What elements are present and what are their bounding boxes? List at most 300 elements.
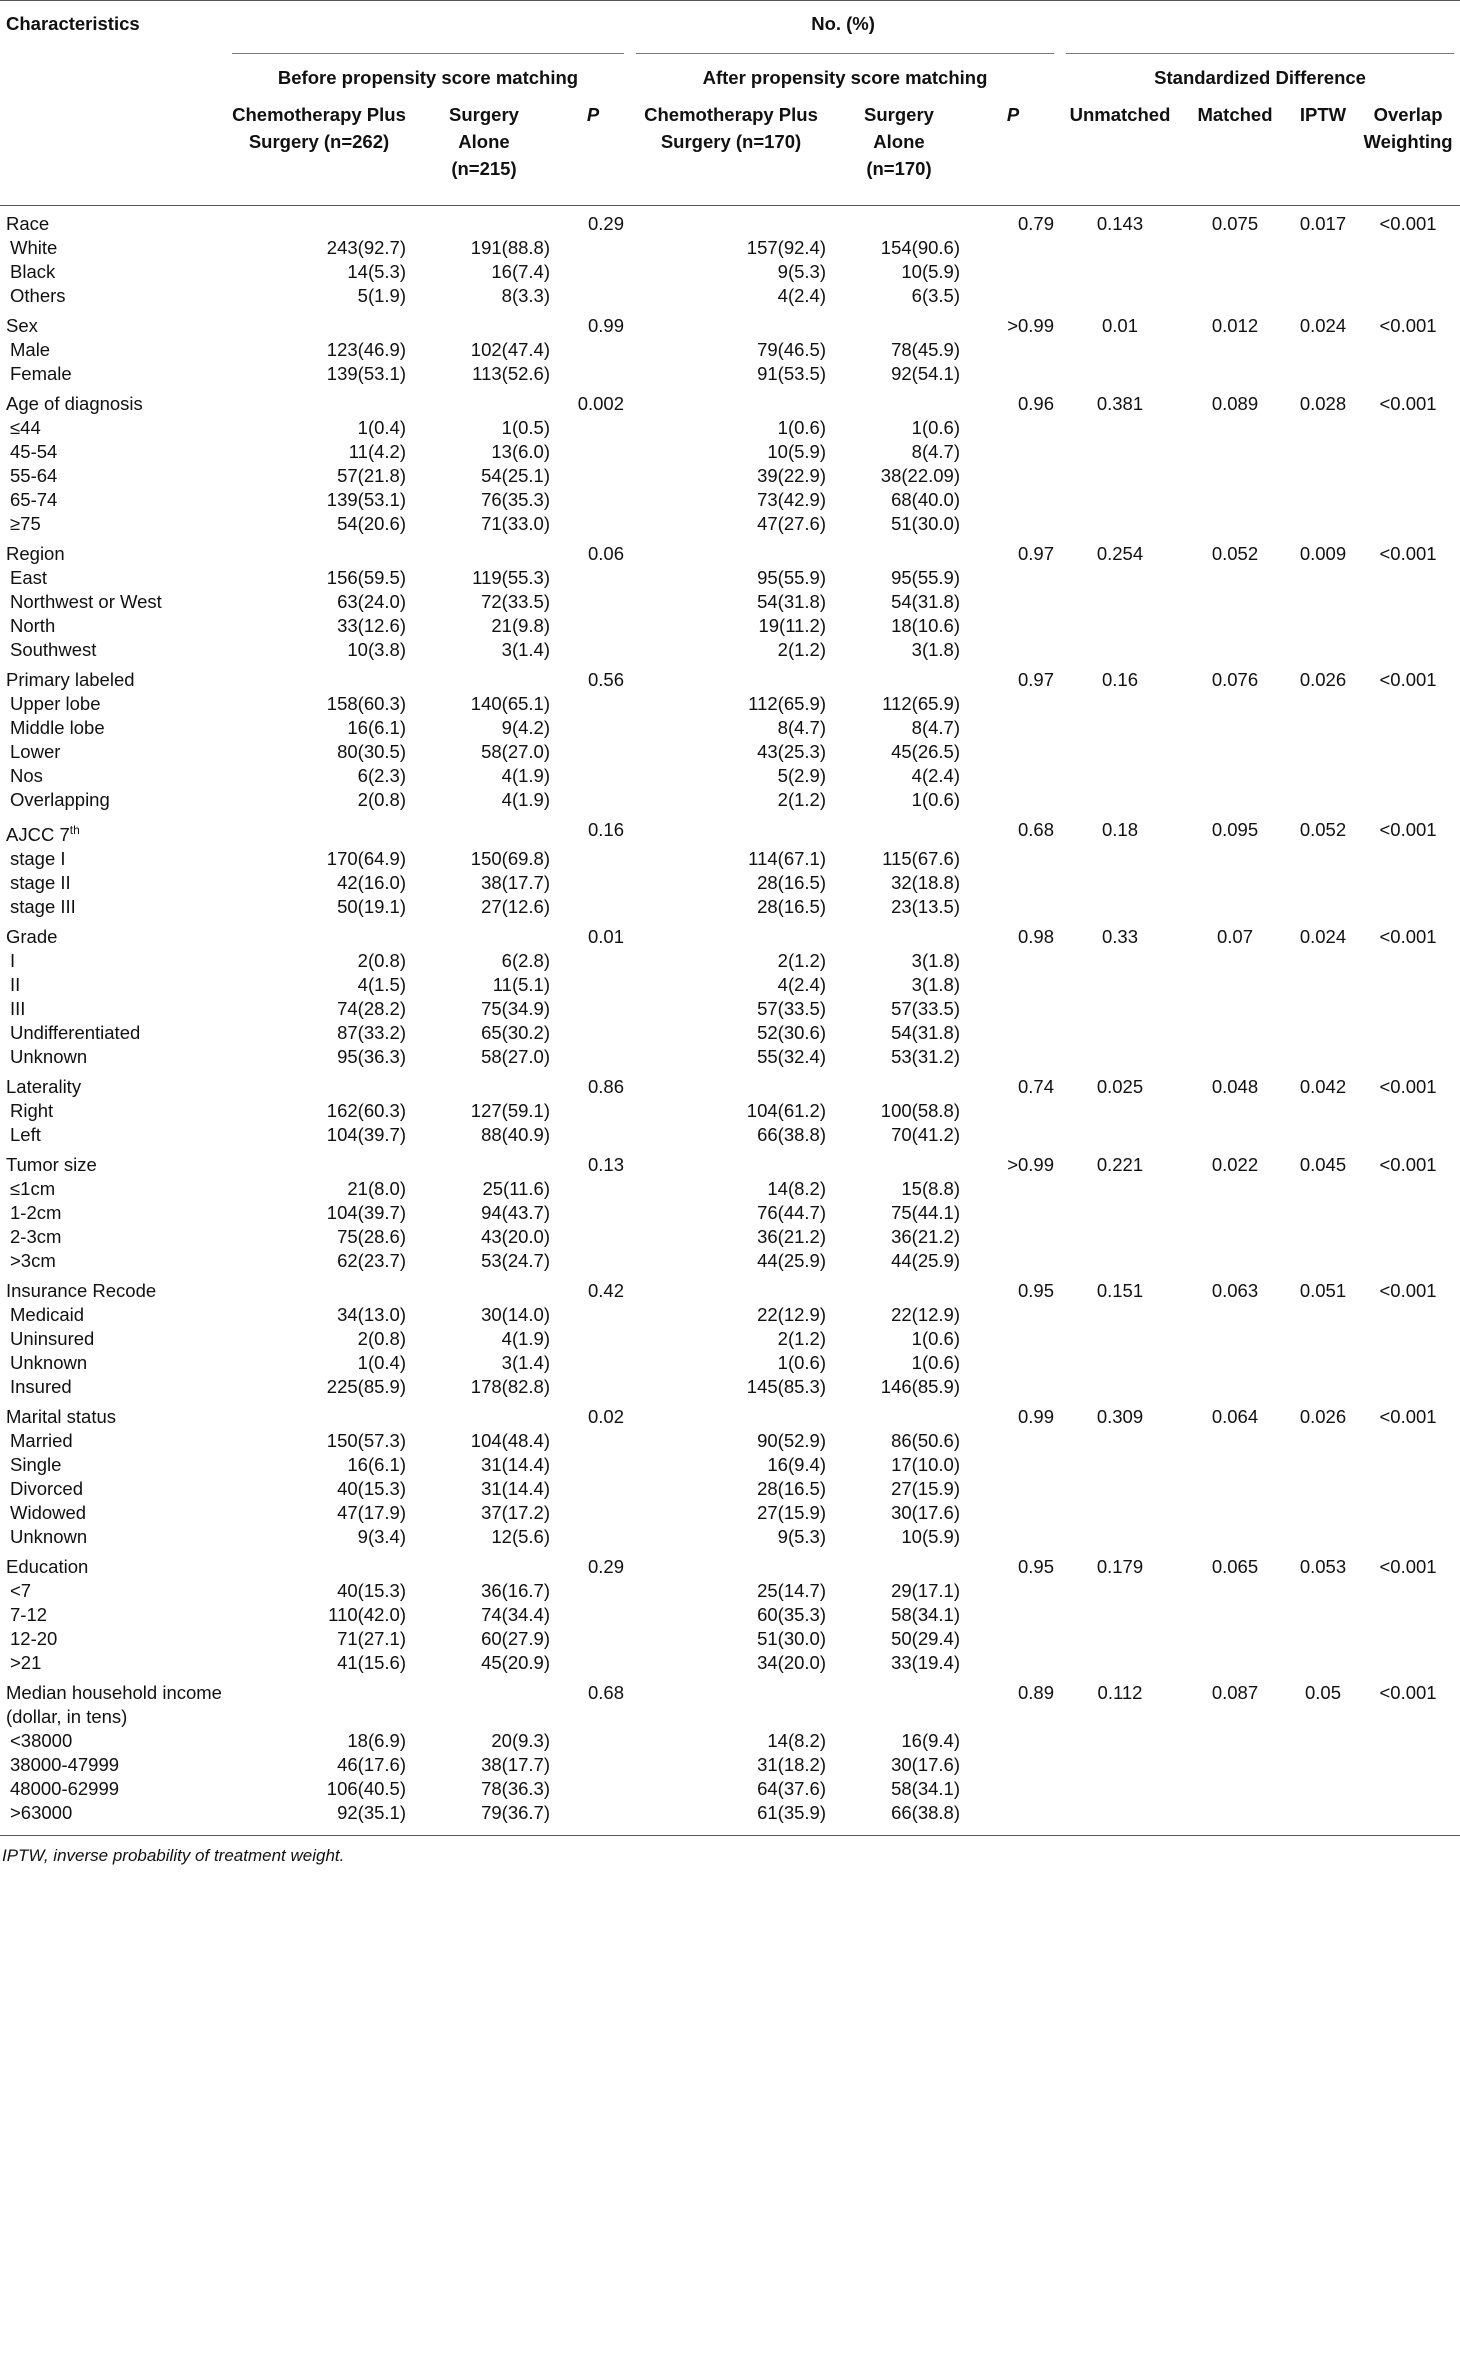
cell-matched [1180,1651,1290,1675]
cell-p-after [966,362,1060,386]
subcategory-label: Southwest [10,639,97,660]
col-surgery-after: Surgery Alone (n=170) [832,95,966,206]
cell-overlap [1356,1327,1460,1351]
cell-p-after [966,1201,1060,1225]
cell-chemo-after: 27(15.9) [757,1502,826,1524]
subcategory-label: Black [10,261,56,282]
cell-surgery-before: 45(20.9) [481,1652,550,1674]
cell-chemo-before: 71(27.1) [337,1628,406,1650]
col-overlap: Overlap Weighting [1356,95,1460,206]
cell-chemo-before: 87(33.2) [337,1022,406,1044]
table-row [0,1045,1460,1069]
cell-p-before [556,440,630,464]
category-label: Laterality [6,1076,82,1098]
cell-overlap [1356,1777,1460,1801]
cell-p-before: 0.56 [587,669,624,690]
cell-p-before [556,1579,630,1603]
cell-surgery-after: 27(15.9) [891,1478,960,1500]
cell-overlap [1356,1453,1460,1477]
subcategory-label: North [10,615,56,636]
cell-iptw [1290,1327,1356,1351]
cell-surgery-after [832,812,966,847]
cell-surgery-after [832,1273,966,1303]
cell-surgery-after: 3(1.8) [911,950,960,972]
cell-surgery-after: 8(4.7) [911,717,960,738]
cell-overlap [1356,1021,1460,1045]
cell-unmatched [1060,1579,1180,1603]
table-row [0,1777,1460,1801]
cell-overlap [1356,847,1460,871]
cell-chemo-before: 54(20.6) [337,513,406,534]
cell-surgery-before [412,919,556,949]
cell-surgery-before: 38(17.7) [481,1754,550,1776]
cell-chemo-before: 46(17.6) [337,1754,406,1776]
cell-matched: 0.012 [1211,315,1259,336]
subcategory-label: Undifferentiated [10,1022,141,1044]
cell-matched: 0.063 [1211,1280,1259,1302]
cell-surgery-after: 4(2.4) [911,765,960,786]
cell-surgery-before: 140(65.1) [470,693,550,714]
cell-p-before [556,847,630,871]
cell-chemo-before [226,662,412,692]
header-standardized-difference: Standardized Difference [1060,47,1460,95]
subcategory-label: Unknown [10,1046,88,1068]
table-body [0,206,1460,1836]
cell-surgery-before [412,536,556,566]
category-label: Education [6,1556,89,1578]
cell-chemo-after: 52(30.6) [757,1022,826,1044]
cell-unmatched [1060,1777,1180,1801]
cell-p-after: 0.95 [1017,1556,1054,1578]
cell-chemo-after [630,1399,832,1429]
cell-chemo-after [630,1549,832,1579]
cell-unmatched [1060,1327,1180,1351]
category-row [0,1069,1460,1099]
cell-chemo-before: 33(12.6) [337,615,406,636]
header-characteristics: Characteristics [0,1,226,48]
cell-surgery-before: 1(0.5) [501,417,550,438]
cell-overlap [1356,1801,1460,1836]
cell-overlap [1356,1525,1460,1549]
table-row [0,788,1460,812]
cell-p-after [966,847,1060,871]
cell-chemo-before: 170(64.9) [326,848,406,870]
category-label: Race [6,213,50,234]
table-row [0,1477,1460,1501]
col-unmatched: Unmatched [1060,95,1180,206]
subcategory-label: White [10,237,58,258]
cell-chemo-before: 4(1.5) [357,974,406,996]
col-surgery-before: Surgery Alone (n=215) [412,95,556,206]
cell-unmatched [1060,788,1180,812]
cell-iptw: 0.024 [1299,315,1347,336]
cell-overlap [1356,260,1460,284]
cell-p-after [966,464,1060,488]
cell-chemo-after: 14(8.2) [767,1730,826,1752]
cell-p-before [556,1453,630,1477]
cell-unmatched [1060,512,1180,536]
cell-iptw: 0.024 [1299,926,1347,948]
subcategory-label: Middle lobe [10,717,105,738]
cell-overlap: <0.001 [1379,926,1437,948]
cell-chemo-after [630,662,832,692]
table-row [0,1627,1460,1651]
cell-p-after [966,949,1060,973]
cell-chemo-after: 57(33.5) [757,998,826,1020]
cell-matched [1180,488,1290,512]
cell-surgery-before: 6(2.8) [501,950,550,972]
cell-p-before [556,1045,630,1069]
cell-iptw [1290,1201,1356,1225]
cell-overlap [1356,614,1460,638]
category-row [0,1399,1460,1429]
cell-surgery-after [832,1147,966,1177]
cell-surgery-before: 4(1.9) [501,765,550,786]
category-label-text: AJCC 7 [6,824,70,846]
cell-p-after [966,1375,1060,1399]
cell-unmatched [1060,1375,1180,1399]
cell-surgery-before: 3(1.4) [501,639,550,660]
cell-p-after: 0.96 [1017,393,1054,414]
cell-matched [1180,638,1290,662]
table-row [0,440,1460,464]
cell-surgery-before: 113(52.6) [472,363,550,384]
cell-chemo-before: 16(6.1) [347,717,406,738]
cell-chemo-before: 95(36.3) [337,1046,406,1068]
category-label: Age of diagnosis [6,393,143,414]
cell-p-before [556,764,630,788]
cell-p-before [556,260,630,284]
cell-iptw [1290,1777,1356,1801]
subcategory-label: <7 [10,1580,32,1602]
cell-overlap [1356,1501,1460,1525]
subcategory-label: Others [10,285,66,306]
cell-overlap [1356,440,1460,464]
cell-surgery-before [412,1147,556,1177]
cell-p-after [966,997,1060,1021]
table-row [0,236,1460,260]
cell-overlap: <0.001 [1379,393,1437,414]
cell-overlap [1356,740,1460,764]
cell-surgery-after: 86(50.6) [891,1430,960,1452]
header-no-pct: No. (%) [226,1,1460,48]
subcategory-label: III [10,998,26,1020]
cell-chemo-before: 2(0.8) [357,789,406,810]
cell-surgery-before: 43(20.0) [481,1226,550,1248]
cell-chemo-before [226,1069,412,1099]
cell-chemo-after [630,1147,832,1177]
cell-p-after: 0.99 [1017,1406,1054,1428]
cell-iptw: 0.053 [1299,1556,1347,1578]
cell-p-after [966,1429,1060,1453]
cell-p-after [966,1603,1060,1627]
cell-chemo-before: 5(1.9) [357,285,406,306]
cell-iptw [1290,1579,1356,1603]
cell-matched [1180,1045,1290,1069]
cell-iptw: 0.026 [1299,669,1347,690]
cell-iptw [1290,614,1356,638]
cell-surgery-before [412,1675,556,1729]
cell-matched [1180,1351,1290,1375]
cell-unmatched: 0.221 [1096,1154,1144,1176]
cell-matched [1180,440,1290,464]
category-label: Tumor size [6,1154,97,1176]
cell-chemo-before [226,1273,412,1303]
cell-chemo-after: 1(0.6) [777,417,826,438]
cell-iptw [1290,716,1356,740]
cell-surgery-before: 12(5.6) [491,1526,550,1548]
cell-p-after [966,1651,1060,1675]
cell-overlap [1356,512,1460,536]
cell-surgery-before: 72(33.5) [481,591,550,612]
cell-p-before [556,236,630,260]
cell-iptw [1290,416,1356,440]
cell-chemo-after: 145(85.3) [746,1376,826,1398]
cell-matched [1180,1729,1290,1753]
cell-iptw [1290,488,1356,512]
subcategory-label: 65-74 [10,489,58,510]
category-label: Sex [6,315,38,336]
cell-overlap: <0.001 [1379,1280,1437,1302]
cell-surgery-before: 36(16.7) [481,1580,550,1602]
table-row [0,1603,1460,1627]
col-p-before: P [556,95,630,206]
table-row [0,362,1460,386]
cell-chemo-before: 57(21.8) [337,465,406,486]
cell-surgery-after: 100(58.8) [880,1100,960,1122]
cell-p-before [556,1603,630,1627]
cell-iptw [1290,440,1356,464]
cell-chemo-after: 79(46.5) [757,339,826,360]
cell-matched [1180,871,1290,895]
cell-chemo-before: 80(30.5) [337,741,406,762]
cell-iptw [1290,464,1356,488]
cell-p-before [556,416,630,440]
cell-surgery-after: 10(5.9) [901,261,960,282]
table-row [0,847,1460,871]
cell-surgery-after: 17(10.0) [891,1454,960,1476]
cell-p-after [966,1249,1060,1273]
subcategory-label: Upper lobe [10,693,101,714]
cell-unmatched [1060,1123,1180,1147]
cell-iptw [1290,1429,1356,1453]
cell-chemo-after: 10(5.9) [767,441,826,462]
table-row [0,740,1460,764]
cell-unmatched [1060,1177,1180,1201]
subcategory-label: II [10,974,21,996]
cell-matched [1180,1429,1290,1453]
cell-chemo-before: 62(23.7) [337,1250,406,1272]
cell-unmatched [1060,1453,1180,1477]
cell-surgery-before: 191(88.8) [470,237,550,258]
cell-unmatched [1060,1201,1180,1225]
table-row [0,1729,1460,1753]
cell-unmatched: 0.254 [1096,543,1144,564]
cell-overlap [1356,1429,1460,1453]
cell-p-before [556,1753,630,1777]
cell-surgery-after: 38(22.09) [880,465,960,486]
cell-overlap [1356,416,1460,440]
cell-p-before [556,1123,630,1147]
cell-chemo-before: 75(28.6) [337,1226,406,1248]
table-row [0,512,1460,536]
cell-surgery-before: 54(25.1) [481,465,550,486]
cell-p-after [966,590,1060,614]
cell-iptw [1290,740,1356,764]
cell-overlap [1356,1225,1460,1249]
table-row [0,338,1460,362]
cell-surgery-after: 22(12.9) [891,1304,960,1326]
cell-chemo-after: 43(25.3) [757,741,826,762]
subcategory-label: 45-54 [10,441,58,462]
cell-iptw [1290,590,1356,614]
cell-p-after [966,1123,1060,1147]
cell-overlap: <0.001 [1379,1556,1437,1578]
cell-surgery-after [832,919,966,949]
table-row [0,638,1460,662]
category-row [0,1273,1460,1303]
cell-matched [1180,1177,1290,1201]
cell-unmatched [1060,716,1180,740]
cell-overlap [1356,1045,1460,1069]
table-row [0,416,1460,440]
cell-p-before [556,1801,630,1836]
cell-p-after [966,740,1060,764]
cell-unmatched [1060,1021,1180,1045]
cell-surgery-after: 1(0.6) [911,1328,960,1350]
cell-chemo-before: 123(46.9) [326,339,406,360]
cell-iptw [1290,1123,1356,1147]
cell-chemo-after: 44(25.9) [757,1250,826,1272]
cell-overlap [1356,1651,1460,1675]
cell-chemo-after: 54(31.8) [757,591,826,612]
cell-p-after [966,1303,1060,1327]
cell-unmatched: 0.381 [1096,393,1144,414]
table-header [0,1,1460,206]
cell-surgery-after: 95(55.9) [891,567,960,588]
cell-chemo-before: 156(59.5) [326,567,406,588]
cell-unmatched [1060,464,1180,488]
cell-chemo-after [630,1273,832,1303]
cell-p-before [556,1627,630,1651]
cell-surgery-before: 13(6.0) [491,441,550,462]
cell-overlap [1356,1753,1460,1777]
cell-matched [1180,512,1290,536]
cell-p-after [966,1099,1060,1123]
subcategory-label: >63000 [0,1801,226,1836]
cell-p-after: >0.99 [1007,315,1054,336]
cell-matched [1180,1525,1290,1549]
cell-p-before [556,716,630,740]
cell-iptw [1290,284,1356,308]
cell-chemo-before [226,812,412,847]
cell-surgery-after [832,206,966,237]
cell-surgery-before: 27(12.6) [481,896,550,918]
cell-overlap [1356,895,1460,919]
cell-overlap: <0.001 [1379,543,1437,564]
cell-surgery-before [412,1399,556,1429]
cell-overlap [1356,1603,1460,1627]
cell-overlap [1356,871,1460,895]
table-row [0,1177,1460,1201]
cell-chemo-before: 110(42.0) [328,1604,406,1626]
cell-surgery-before: 60(27.9) [481,1628,550,1650]
cell-p-before [556,1021,630,1045]
cell-surgery-after: 6(3.5) [911,285,960,306]
cell-p-before [556,871,630,895]
table-row [0,1225,1460,1249]
cell-surgery-before: 21(9.8) [491,615,550,636]
cell-p-before [556,1201,630,1225]
cell-surgery-after [832,536,966,566]
cell-surgery-after: 1(0.6) [911,789,960,810]
cell-p-before [556,1429,630,1453]
label-superscript: th [69,823,80,837]
cell-chemo-after: 4(2.4) [777,974,826,996]
cell-chemo-before: 41(15.6) [337,1652,406,1674]
cell-chemo-after: 47(27.6) [757,513,826,534]
category-row [0,308,1460,338]
cell-chemo-before: 14(5.3) [347,261,406,282]
header-after-matching: After propensity score matching [630,47,1060,95]
cell-overlap [1356,236,1460,260]
cell-matched [1180,740,1290,764]
cell-chemo-after: 28(16.5) [757,1478,826,1500]
cell-iptw [1290,871,1356,895]
cell-overlap [1356,1375,1460,1399]
cell-surgery-after: 66(38.8) [832,1801,966,1836]
cell-chemo-before: 92(35.1) [226,1801,412,1836]
cell-surgery-before: 119(55.3) [472,567,550,588]
category-label: Region [6,543,65,564]
cell-p-before [556,638,630,662]
cell-overlap [1356,338,1460,362]
cell-matched [1180,847,1290,871]
cell-chemo-after: 9(5.3) [777,261,826,282]
cell-overlap [1356,1579,1460,1603]
cell-p-before: 0.99 [587,315,624,336]
subcategory-label: Female [10,363,72,384]
table-row [0,260,1460,284]
cell-p-after [966,440,1060,464]
cell-iptw: 0.028 [1299,393,1347,414]
cell-iptw [1290,847,1356,871]
cell-matched [1180,1021,1290,1045]
cell-p-before: 0.68 [587,1682,624,1704]
cell-p-before [556,614,630,638]
cell-p-before: 0.42 [587,1280,624,1302]
cell-matched [1180,362,1290,386]
cell-p-before: 0.86 [587,1076,624,1098]
table-row [0,614,1460,638]
cell-matched [1180,590,1290,614]
cell-matched: 0.087 [1211,1682,1259,1704]
table-row [0,1579,1460,1603]
cell-matched [1180,338,1290,362]
cell-chemo-before: 1(0.4) [357,417,406,438]
cell-p-before [556,1303,630,1327]
cell-matched [1180,1123,1290,1147]
cell-unmatched [1060,638,1180,662]
cell-iptw: 0.052 [1299,819,1347,840]
cell-matched [1180,1099,1290,1123]
cell-chemo-after: 76(44.7) [757,1202,826,1224]
cell-p-before [556,1729,630,1753]
cell-surgery-before: 4(1.9) [501,1328,550,1350]
cell-iptw [1290,1351,1356,1375]
header-before-matching: Before propensity score matching [226,47,630,95]
cell-unmatched: 0.33 [1101,926,1138,948]
